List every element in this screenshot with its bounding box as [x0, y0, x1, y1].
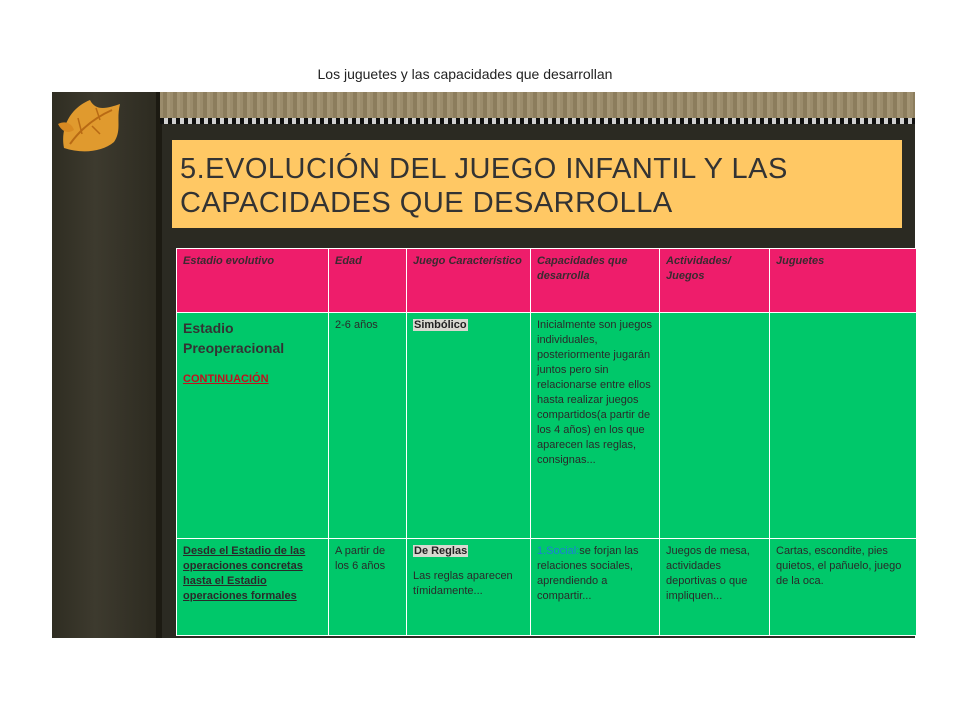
stage-name: Desde el Estadio de las operaciones concretas hasta el Estadio operaciones formales	[183, 545, 306, 602]
table-header-row	[177, 249, 917, 313]
toys-cell: Cartas, escondite, pies quietos, el pañuelo, juego de la oca.	[770, 539, 917, 636]
header-capacities: Capacidades que desarrolla	[531, 249, 660, 313]
activities-cell: Juegos de mesa, actividades deportivas o que impliquen...	[660, 539, 770, 636]
slide-title-line-1: 5.EVOLUCIÓN DEL JUEGO INFANTIL Y LAS	[180, 153, 788, 185]
stage-name-line-2: Preoperacional	[183, 340, 285, 356]
header-age: Edad	[329, 249, 407, 313]
activities-cell	[660, 313, 770, 539]
header-game: Juego Característico	[407, 249, 531, 313]
game-cell	[407, 313, 531, 539]
slide-title-box	[172, 140, 902, 228]
table-row	[177, 313, 917, 539]
capacities-cell: Inicialmente son juegos individuales, posteriormente jugarán juntos pero sin relacionarse entre ellos hasta realizar juegos compartidos(a partir de los 4 años) en los que aparecen las reglas, consignas...	[531, 313, 660, 539]
age-cell: 2-6 años	[329, 313, 407, 539]
toys-cell	[770, 313, 917, 539]
autumn-leaf-icon	[56, 94, 126, 158]
header-stage: Estadio evolutivo	[177, 249, 329, 313]
stage-cell	[177, 313, 329, 539]
continuation-link[interactable]: CONTINUACIÓN	[183, 373, 269, 385]
slide-title-line-2: CAPACIDADES QUE DESARROLLA	[180, 187, 673, 219]
table-row	[177, 539, 917, 636]
game-cell	[407, 539, 531, 636]
social-label: 1.Social:	[537, 545, 580, 557]
header-toys: Juguetes	[770, 249, 917, 313]
age-cell: A partir de los 6 años	[329, 539, 407, 636]
left-dark-panel	[52, 92, 160, 638]
stage-name-line-1: Estadio	[183, 320, 234, 336]
game-description: Las reglas aparecen tímidamente...	[413, 570, 513, 597]
capacities-cell	[531, 539, 660, 636]
stage-cell	[177, 539, 329, 636]
capacities-text: se forjan las relaciones sociales, aprendiendo a compartir...	[537, 545, 639, 602]
page-caption: Los juguetes y las capacidades que desarrollan	[317, 66, 613, 82]
evolution-table	[176, 248, 917, 636]
header-activities: Actividades/ Juegos	[660, 249, 770, 313]
game-label: Simbólico	[414, 319, 467, 331]
game-label: De Reglas	[414, 545, 468, 557]
